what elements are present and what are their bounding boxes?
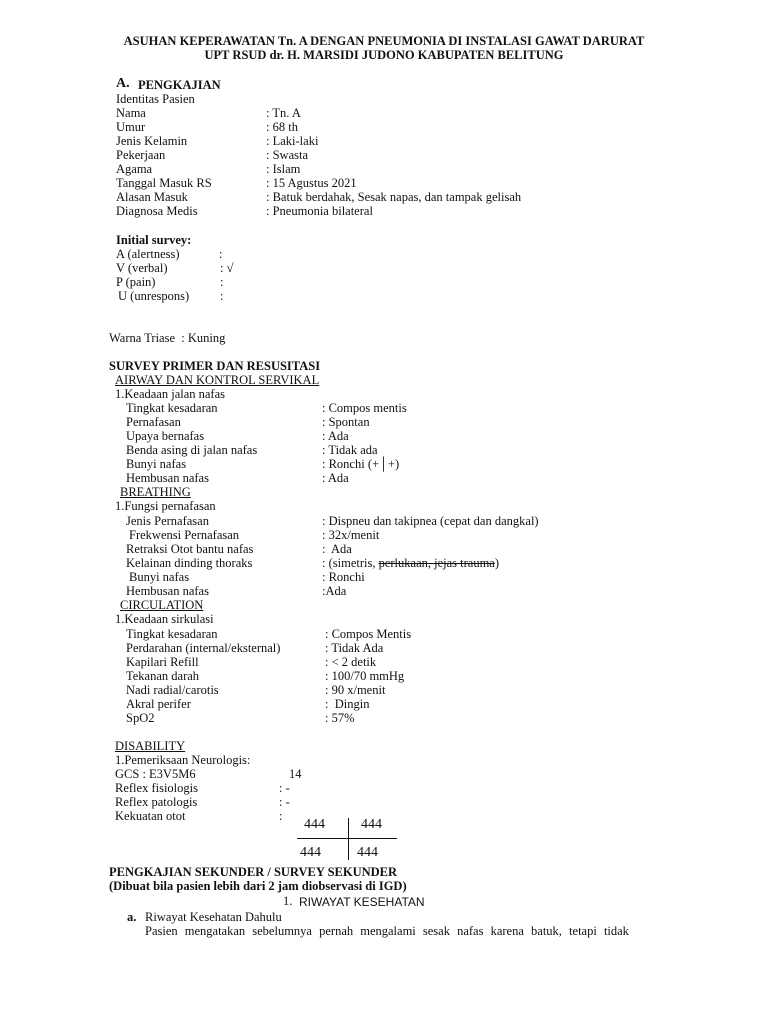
item-a-title: Riwayat Kesehatan Dahulu (145, 910, 282, 924)
airway-label: Benda asing di jalan nafas (126, 443, 258, 457)
circulation-value: : 57% (325, 711, 355, 725)
disability-label: Kekuatan otot (115, 809, 186, 823)
airway-value: : Ada (322, 429, 349, 443)
disability-sub: 1.Pemeriksaan Neurologis: (115, 753, 251, 767)
gcs-total: 14 (289, 767, 302, 781)
airway-label: Hembusan nafas (126, 471, 209, 485)
circulation-value: : 100/70 mmHg (325, 669, 405, 683)
document-title-line2: UPT RSUD dr. H. MARSIDI JUDONO KABUPATEN BELITUNG (204, 48, 564, 62)
disability-label: Reflex fisiologis (115, 781, 198, 795)
circulation-value: : < 2 detik (325, 655, 377, 669)
breathing-label: Bunyi nafas (129, 570, 190, 584)
circulation-label: Akral perifer (126, 697, 191, 711)
breathing-label: Hembusan nafas (126, 584, 209, 598)
identity-value: : Swasta (266, 148, 309, 162)
breathing-label: Jenis Pernafasan (126, 514, 209, 528)
triage-color: Warna Triase : Kuning (109, 331, 226, 345)
strength-lower-left: 444 (300, 845, 321, 860)
survey-value: : (220, 275, 224, 289)
disability-value: : (279, 809, 283, 823)
circulation-title: CIRCULATION (120, 598, 204, 612)
survey-label: A (alertness) (116, 247, 180, 261)
breathing-label: Kelainan dinding thoraks (126, 556, 253, 570)
identity-label: Pekerjaan (116, 148, 166, 162)
strength-upper-left: 444 (304, 817, 325, 832)
identity-label: Tanggal Masuk RS (116, 176, 212, 190)
identity-value: : Batuk berdahak, Sesak napas, dan tampak gelisah (266, 190, 522, 204)
secondary-survey-heading: PENGKAJIAN SEKUNDER / SURVEY SEKUNDER (109, 865, 398, 879)
breathing-title: BREATHING (120, 485, 191, 499)
gcs-label: GCS : E3V5M6 (115, 767, 196, 781)
identity-value: : Islam (266, 162, 301, 176)
survey-value: : (219, 247, 223, 261)
airway-value: : Tidak ada (322, 443, 378, 457)
strength-divider-vertical (348, 818, 349, 860)
secondary-survey-note: (Dibuat bila pasien lebih dari 2 jam diobservasi di IGD) (109, 879, 407, 893)
identity-label: Jenis Kelamin (116, 134, 188, 148)
initial-survey-heading: Initial survey: (116, 233, 192, 247)
survey-label: V (verbal) (116, 261, 168, 275)
breathing-label: Retraksi Otot bantu nafas (126, 542, 254, 556)
airway-value: : Compos mentis (322, 401, 407, 415)
breathing-value: :Ada (322, 584, 347, 598)
airway-sub: 1.Keadaan jalan nafas (115, 387, 226, 401)
identity-value: : Tn. A (266, 106, 301, 120)
breathing-value: : Ronchi (322, 570, 365, 584)
circulation-label: Tekanan darah (126, 669, 200, 683)
identity-value: : Laki-laki (266, 134, 319, 148)
survey-label: P (pain) (116, 275, 156, 289)
circulation-label: SpO2 (126, 711, 155, 725)
identity-label: Umur (116, 120, 146, 134)
strength-divider-horizontal (297, 838, 397, 839)
primary-survey-heading: SURVEY PRIMER DAN RESUSITASI (109, 359, 321, 373)
breathing-value: : Ada (322, 542, 352, 556)
airway-label: Tingkat kesadaran (126, 401, 218, 415)
identity-value: : Pneumonia bilateral (266, 204, 373, 218)
circulation-label: Perdarahan (internal/eksternal) (126, 641, 281, 655)
disability-title: DISABILITY (115, 739, 186, 753)
section-letter: A. (116, 76, 130, 91)
circulation-value: : Dingin (325, 697, 370, 711)
chest-wall-normal: : (simetris, (322, 556, 379, 570)
breathing-sub: 1.Fungsi pernafasan (115, 499, 216, 513)
riwayat-number: 1. (283, 894, 293, 908)
identity-label: Nama (116, 106, 146, 120)
breathing-label: Frekwensi Pernafasan (129, 528, 240, 542)
riwayat-title: RIWAYAT KESEHATAN (299, 895, 425, 909)
airway-label: Bunyi nafas (126, 457, 187, 471)
breathing-value (322, 556, 499, 570)
identity-label: Agama (116, 162, 153, 176)
disability-label: Reflex patologis (115, 795, 198, 809)
airway-value: : Ada (322, 471, 349, 485)
chest-wall-struck: perlukaan, jejas trauma (378, 556, 495, 570)
identity-label: Alasan Masuk (116, 190, 188, 204)
disability-value: : - (279, 781, 290, 795)
survey-value: : √ (220, 261, 234, 275)
airway-title: AIRWAY DAN KONTROL SERVIKAL (115, 373, 320, 387)
section-title: PENGKAJIAN (138, 78, 221, 92)
chest-wall-close: ) (494, 556, 500, 570)
circulation-label: Tingkat kesadaran (126, 627, 218, 641)
airway-value: : Spontan (322, 415, 370, 429)
identity-heading: Identitas Pasien (116, 92, 195, 106)
survey-label: U (unrespons) (118, 289, 190, 303)
identity-label: Diagnosa Medis (116, 204, 198, 218)
item-a-text: Pasien mengatakan sebelumnya pernah mengalami sesak nafas karena batuk, tetapi tidak (145, 924, 629, 938)
strength-lower-right: 444 (357, 845, 378, 860)
circulation-value: : 90 x/menit (325, 683, 386, 697)
circulation-label: Nadi radial/carotis (126, 683, 219, 697)
circulation-sub: 1.Keadaan sirkulasi (115, 612, 214, 626)
airway-label: Upaya bernafas (126, 429, 205, 443)
identity-value: : 15 Agustus 2021 (266, 176, 357, 190)
circulation-value: : Compos Mentis (325, 627, 412, 641)
strength-upper-right: 444 (361, 817, 382, 832)
circulation-label: Kapilari Refill (126, 655, 199, 669)
document-title-line1: ASUHAN KEPERAWATAN Tn. A DENGAN PNEUMONIA DI INSTALASI GAWAT DARURAT (123, 34, 645, 48)
airway-value: : Ronchi (+│+) (322, 457, 400, 471)
circulation-value: : Tidak Ada (325, 641, 384, 655)
breathing-value: : Dispneu dan takipnea (cepat dan dangkal) (322, 514, 539, 528)
survey-value: : (220, 289, 224, 303)
disability-value: : - (279, 795, 290, 809)
identity-value: : 68 th (266, 120, 298, 134)
breathing-value: : 32x/menit (322, 528, 380, 542)
airway-label: Pernafasan (126, 415, 181, 429)
item-a-label: a. (127, 910, 137, 924)
